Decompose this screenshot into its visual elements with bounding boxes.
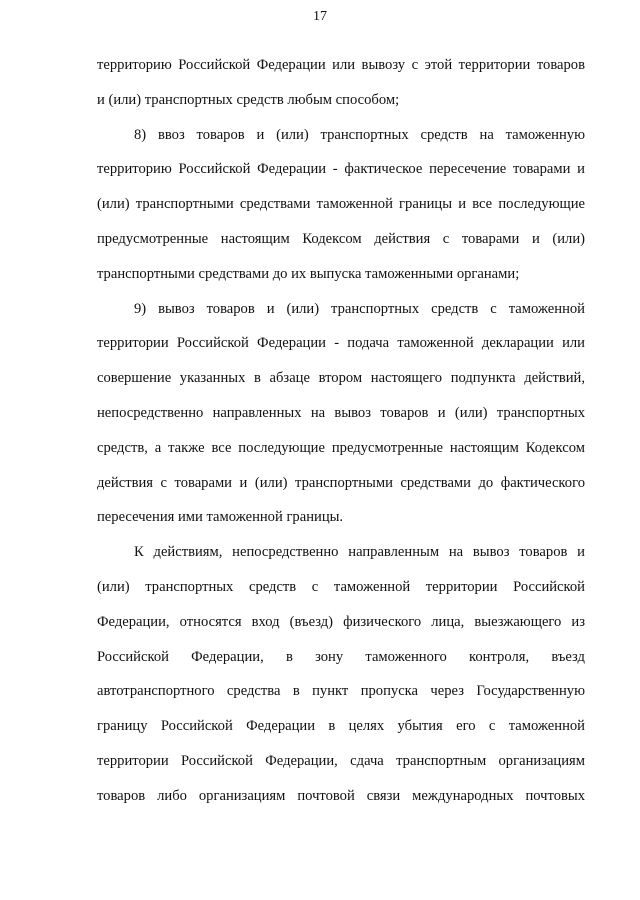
text-line: действия с товарами и (или) транспортными средствами до фактического <box>97 474 585 491</box>
text-line: 8) ввоз товаров и (или) транспортных средств на таможенную <box>134 126 585 143</box>
text-line: территорию Российской Федерации или вывозу с этой территории товаров <box>97 57 585 73</box>
text-line: пересечения ими таможенной границы. <box>97 509 344 526</box>
text-line: транспортными средствами до их выпуска таможенными органами; <box>97 265 520 282</box>
text-line: территорию Российской Федерации - фактическое пересечение товарами и <box>97 161 585 178</box>
text-line: предусмотренные настоящим Кодексом действия с товарами и (или) <box>97 230 585 247</box>
text-line: и (или) транспортных средств любым способом; <box>97 91 400 108</box>
text-line: средств, а также все последующие предусмотренные настоящим Кодексом <box>97 439 585 456</box>
paragraph-export-actions <box>97 535 585 813</box>
text-line: К действиям, непосредственно направленным на вывоз товаров и <box>134 544 585 561</box>
paragraph-continuation <box>97 48 585 118</box>
text-line: территории Российской Федерации, сдача транспортным организациям <box>97 752 585 769</box>
text-line: территории Российской Федерации - подача таможенной декларации или <box>97 335 585 352</box>
text-line: (или) транспортных средств с таможенной территории Российской <box>97 578 585 595</box>
paragraph-item-8 <box>97 118 585 292</box>
text-line: Федерации, относятся вход (въезд) физического лица, выезжающего из <box>97 613 585 630</box>
text-line: (или) транспортными средствами таможенной границы и все последующие <box>97 196 585 213</box>
paragraph-item-9 <box>97 292 585 536</box>
text-line: 9) вывоз товаров и (или) транспортных средств с таможенной <box>134 300 585 317</box>
text-line: непосредственно направленных на вывоз товаров и (или) транспортных <box>97 404 585 421</box>
text-line: Российской Федерации, в зону таможенного контроля, въезд <box>97 648 585 665</box>
text-line: границу Российской Федерации в целях убытия его с таможенной <box>97 718 585 735</box>
text-line: совершение указанных в абзаце втором настоящего подпункта действий, <box>97 370 585 387</box>
text-line: автотранспортного средства в пункт пропуска через Государственную <box>97 683 585 700</box>
text-line: товаров либо организациям почтовой связи международных почтовых <box>97 787 585 804</box>
page-number: 17 <box>313 9 327 24</box>
document-body <box>97 48 585 814</box>
